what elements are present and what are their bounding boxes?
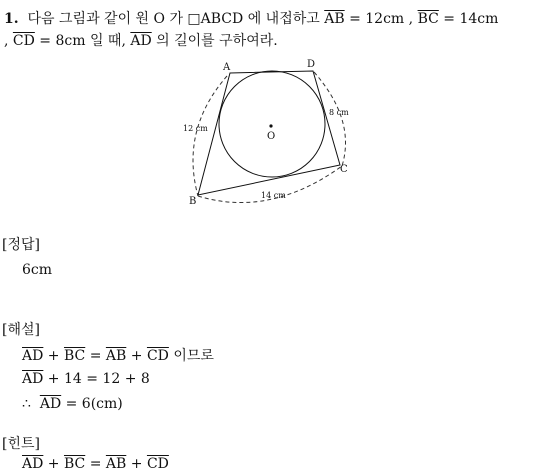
label-a: A [223,62,231,73]
explanation-heading: [해설] [2,322,40,338]
segment-cd: $\overline{CD}$ [12,33,35,49]
hint-heading: [힌트] [2,436,40,452]
measure-bc: 14 cm [261,191,286,200]
question-line-1: 1. 다음 그림과 같이 원 O 가 □ABCD 에 내접하고 $\overline{AB} = 12cm$ , $\overline{BC} = 14cm$ [4,11,499,27]
label-o: O [267,131,276,142]
therefore-symbol: ∴ [22,396,31,412]
hint-line-1: $\overline{AD} + \overline{BC} = \overline{AB} + \overline{CD}$ [22,456,169,472]
answer-heading: [정답] [2,237,40,253]
measure-ab: 12 cm [183,124,208,133]
arc-cd [314,72,346,166]
question-line-2: , $\overline{CD} = 8cm$ 일 때, $\overline{AD}$ 의 길이를 구하여라. [4,33,278,49]
arc-ab [193,76,227,196]
explanation-line-3: ∴ $\overline{AD} = 6(cm)$ [22,396,123,412]
answer-value: 6cm [22,262,53,278]
label-d: D [307,59,316,70]
label-c: C [340,164,348,175]
measure-cd: 8 cm [329,108,349,117]
label-b: B [189,196,197,207]
segment-ad: $\overline{AD}$ [130,33,152,49]
segment-bc: $\overline{BC}$ [417,11,439,27]
center-point [269,124,272,127]
inscribed-circle [219,71,325,177]
explanation-line-1: $\overline{AD} + \overline{BC} = \overline{AB} + \overline{CD}$ 이므로 [22,348,214,364]
segment-ab: $\overline{AB}$ [324,11,345,27]
question-number: 1. [4,11,19,27]
explanation-line-2: $\overline{AD} + 14 = 12 + 8$ [22,371,150,387]
